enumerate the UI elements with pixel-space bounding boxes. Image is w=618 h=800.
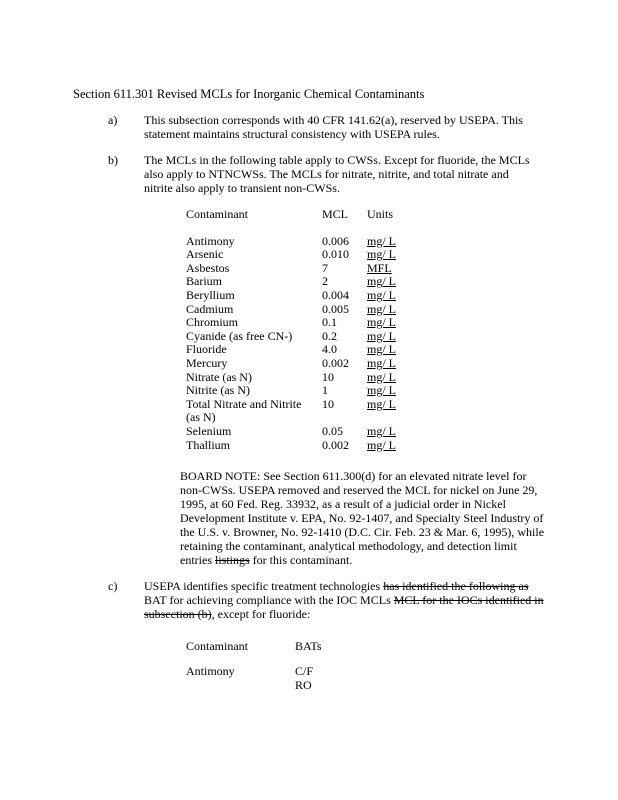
- subsection-b-text: The MCLs in the following table apply to CWSs. Except for fluoride, the MCLs also apply to NTNCWSs. The MCLs for nitrate, nitrite, and total nitrate and nitrite also apply to transient non-CWSs.: [144, 153, 530, 195]
- board-note-text: BOARD NOTE: See Section 611.300(d) for an elevated nitrate level for non-CWSs. USEPA removed and reserved the MCL for nickel on June 29, 1995, at 60 Fed. Reg. 33932, as a result of a judicial order in Nickel Development Institute v. EPA, No. 92-1407, and Specialty Steel Industry of the U.S. v. Browner, No. 92-1410 (D.C. Cir. Feb. 23 & Mar. 6, 1995), while retaining the contaminant, analytical methodology, and detection limit entries: [180, 469, 545, 567]
- contaminant-cell: Arsenic: [186, 247, 224, 262]
- units-cell: mg/ L: [367, 355, 396, 370]
- c-part1: USEPA identifies specific treatment technologies: [144, 579, 381, 593]
- header-units: Units: [367, 207, 394, 221]
- subsection-c-label: c): [108, 579, 118, 593]
- contaminant-cell: Antimony: [186, 233, 235, 248]
- mcl-cell: 0.002: [322, 355, 349, 370]
- contaminant-cell: (as N): [186, 410, 216, 425]
- mcl-cell: 0.002: [322, 437, 349, 452]
- contaminant-cell: Cyanide (as free CN-): [186, 328, 293, 343]
- units-cell: mg/ L: [367, 396, 396, 411]
- units-cell: mg/ L: [367, 301, 396, 316]
- mcl-cell: 10: [322, 396, 334, 411]
- c-struck2: MCL for the IOCs identified in subsection (b): [144, 593, 544, 621]
- board-note-tail: for this contaminant.: [252, 553, 353, 567]
- contaminant-cell: Total Nitrate and Nitrite: [186, 396, 302, 411]
- c-part3: , except for fluoride:: [211, 607, 311, 621]
- units-cell: mg/ L: [367, 369, 396, 384]
- bat-header-bats: BATs: [295, 639, 322, 653]
- units-cell: MFL: [367, 260, 392, 275]
- units-cell: mg/ L: [367, 383, 396, 398]
- subsection-a-label: a): [108, 113, 118, 127]
- subsection-a-text: This subsection corresponds with 40 CFR 141.62(a), reserved by USEPA. This statement maintains structural consistency with USEPA rules.: [144, 113, 523, 141]
- contaminant-cell: Chromium: [186, 315, 239, 330]
- contaminant-cell: Cadmium: [186, 301, 234, 316]
- units-cell: mg/ L: [367, 247, 396, 262]
- header-contaminant: Contaminant: [186, 207, 248, 221]
- units-cell: mg/ L: [367, 274, 396, 289]
- contaminant-cell: Thallium: [186, 437, 230, 452]
- mcl-cell: 1: [322, 383, 328, 398]
- mcl-cell: 10: [322, 369, 334, 384]
- mcl-cell: 0.006: [322, 233, 349, 248]
- bat-technology: C/F: [295, 663, 314, 678]
- section-heading: Section 611.301 Revised MCLs for Inorganic Chemical Contaminants: [73, 87, 425, 101]
- mcl-cell: 2: [322, 274, 328, 289]
- mcl-cell: 0.1: [322, 315, 337, 330]
- board-note: [180, 469, 550, 567]
- units-cell: mg/ L: [367, 315, 396, 330]
- bat-technology: RO: [295, 677, 312, 692]
- mcl-cell: 7: [322, 260, 328, 275]
- mcl-cell: 0.005: [322, 301, 349, 316]
- contaminant-cell: Selenium: [186, 423, 232, 438]
- units-cell: mg/ L: [367, 328, 396, 343]
- subsection-b-label: b): [108, 153, 118, 167]
- board-note-struck: listings: [215, 553, 250, 567]
- contaminant-cell: Fluoride: [186, 342, 227, 357]
- bat-header-contaminant: Contaminant: [186, 639, 248, 653]
- contaminant-cell: Nitrite (as N): [186, 383, 250, 398]
- mcl-cell: 0.2: [322, 328, 337, 343]
- contaminant-cell: Asbestos: [186, 260, 230, 275]
- units-cell: mg/ L: [367, 287, 396, 302]
- units-cell: mg/ L: [367, 423, 396, 438]
- units-cell: mg/ L: [367, 437, 396, 452]
- contaminant-cell: Nitrate (as N): [186, 369, 252, 384]
- c-struck1: has identified the following as: [383, 579, 529, 593]
- mcl-cell: 0.004: [322, 287, 349, 302]
- header-mcl: MCL: [322, 207, 349, 221]
- contaminant-cell: Beryllium: [186, 287, 235, 302]
- mcl-cell: 0.010: [322, 247, 349, 262]
- units-cell: mg/ L: [367, 233, 396, 248]
- mcl-cell: 0.05: [322, 423, 343, 438]
- units-cell: mg/ L: [367, 342, 396, 357]
- c-part2: BAT for achieving compliance with the IOC MCLs: [144, 593, 391, 607]
- subsection-c-text: [144, 579, 544, 621]
- contaminant-cell: Mercury: [186, 355, 228, 370]
- bat-contaminant-cell: Antimony: [186, 663, 235, 678]
- contaminant-cell: Barium: [186, 274, 222, 289]
- mcl-cell: 4.0: [322, 342, 337, 357]
